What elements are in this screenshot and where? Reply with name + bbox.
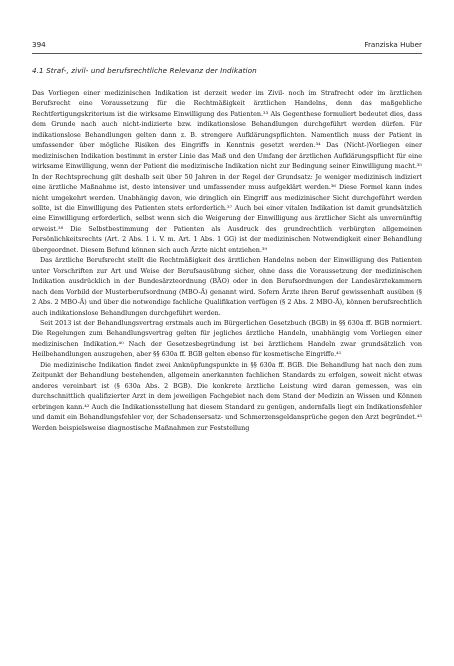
paragraph-2: Das ärztliche Berufsrecht stellt die Rechtmäßigkeit des ärztlichen Handelns neben der Einwilligung des Patienten unter Vorschriften zur Art und Weise der Berufsausübung sicher, ohne dass die Voraussetzung der medizinischen Indikation ausdrücklich in der Bundesärzteordnung (BÄO) oder in den Berufsordnungen der Landesärztekammern nach dem Vorbild der Musterberufsordnung (MBO-Ä) genannt wird. Sofern Ärzte ihren Beruf gewissenhaft ausüben (§ 2 Abs. 2 MBO-Ä) und über die notwendige fachliche Qualifikation verfügen (§ 2 Abs. 2 MBO-Ä), können berufsrechtlich auch indikationslose Behandlungen durchgeführt werden. — [32, 256, 422, 317]
paragraph-1: Das Vorliegen einer medizinischen Indikation ist derzeit weder im Zivil- noch im Strafrecht oder im ärztlichen Berufsrecht eine Voraussetzung für die Rechtmäßigkeit ärztlichen Handelns, denn das maßgebliche Rechtfertigungskriterium ist die wirksame Einwilligung des Patienten.³³ Als Gegenthese formuliert bedeutet dies, dass dem Grunde nach auch nicht-indizierte bzw. indikationslose Behandlungen durchgeführt werden dürfen. Für indikationslose Behandlungen gelten dann z. B. strengere Aufklärungspflichten. Namentlich muss der Patient in umfassender über mögliche Risiken des Eingriffs in Kenntnis gesetzt werden.³⁴ Das (Nicht-)Vorliegen einer medizinischen Indikation bestimmt in erster Linie das Maß und den Umfang der ärztlichen Aufklärungspflicht für eine wirksame Einwilligung, wenn der Patient die medizinische Indikation nicht zur Bedingung seiner Einwilligung macht.³⁵ In der Rechtsprechung gilt deshalb seit über 50 Jahren in der Regel der Grundsatz: Je weniger medizinisch indiziert eine ärztliche Maßnahme ist, desto intensiver und umfassender muss aufgeklärt werden.³⁶ Diese Formel kann indes nicht umgekehrt werden. Unabhängig davon, wie dringlich ein Eingriff aus medizinischer Sicht durchgeführt werden sollte, ist die Einwilligung des Patienten stets erforderlich.³⁷ Auch bei einer vitalen Indikation ist damit grundsätzlich eine Einwilligung erforderlich, selbst wenn sich die Weigerung der Einwilligung aus ärztlicher Sicht als unvernünftig erweist.³⁸ Die Selbstbestimmung der Patienten als Ausdruck des grundrechtlich verbürgten allgemeinen Persönlichkeitsrechts (Art. 2 Abs. 1 i. V. m. Art. 1 Abs. 1 GG) ist der medizinischen Notwendigkeit einer Behandlung übergeordnet. Diesem Befund können sich auch Ärzte nicht entziehen.³⁹ — [32, 89, 422, 254]
page-number: 394 — [32, 40, 46, 49]
running-header-author: Franziska Huber — [364, 40, 422, 49]
section-heading: 4.1 Straf-, zivil- und berufsrechtliche Relevanz der Indikation — [32, 66, 257, 75]
header-rule — [32, 53, 422, 54]
running-header — [32, 40, 422, 54]
paragraph-3: Seit 2013 ist der Behandlungsvertrag erstmals auch im Bürgerlichen Gesetzbuch (BGB) in §§ 630a ff. BGB normiert. Die Regelungen zum Behandlungsvertrag gelten für jegliches ärztliche Handeln, unabhängig vom Vorliegen einer medizinischen Indikation.⁴⁰ Nach der Gesetzesbegründung ist bei ärztlichem Handeln zwar grundsätzlich von Heilbehandlungen auszugehen, aber §§ 630a ff. BGB gelten ebenso für kosmetische Eingriffe.⁴¹ — [32, 318, 422, 359]
body-text — [32, 88, 422, 433]
paragraph-4: Die medizinische Indikation findet zwei Anknüpfungspunkte in §§ 630a ff. BGB. Die Behandlung hat nach den zum Zeitpunkt der Behandlung bestehenden, allgemein anerkannten fachlichen Standards zu erfolgen, soweit nicht etwas anderes vereinbart ist (§ 630a Abs. 2 BGB). Die konkrete ärztliche Leistung wird daran gemessen, was ein durchschnittlich qualifizierter Arzt in dem jeweiligen Fachgebiet nach dem Stand der Medizin an Wissen und Können erbringen kann.⁴² Auch die Indikationsstellung hat diesem Standard zu genügen, andernfalls liegt ein Indikationsfehler und damit ein Behandlungsfehler vor, der Schadensersatz- und Schmerzensgeldansprüche gegen den Arzt begründet.⁴³ Werden beispielsweise diagnostische Maßnahmen zur Feststellung — [32, 360, 422, 432]
